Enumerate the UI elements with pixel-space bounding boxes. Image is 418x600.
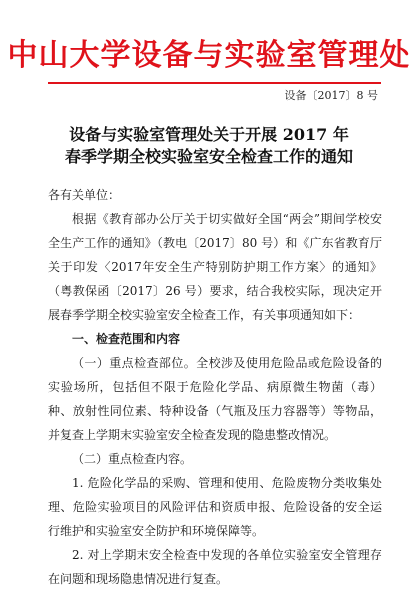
intro-paragraph: 根据《教育部办公厅关于切实做好全国“两会”期间学校安全生产工作的通知》（教电〔2017〕80 号）和《广东省教育厅关于印发〈2017年安全生产特别防护期工作方案〉的通知》（粤教保函〔2017〕26 号）要求，结合我校实际，现决定开展春季学期全校实验室安全检查工作，有关事项通知如下： [48,212,382,322]
red-divider-line [48,82,381,84]
organization-header: 中山大学设备与实验室管理处 [7,38,411,73]
item-2-1-paragraph: 1. 危险化学品的采购、管理和使用、危险废物分类收集处理、危险实验项目的风险评估和资质申报、危险设备的安全运行维护和实验室安全防护和环境保障等。 [48,476,382,538]
item-1-paragraph: （一）重点检查部位。全校涉及使用危险品或危险设备的实验场所，包括但不限于危险化学品、病原微生物菌（毒）种、放射性同位素、特种设备（气瓶及压力容器等）等物品，并复查上学期末实验室安全检查发现的隐患整改情况。 [48,356,382,442]
notice-body [48,183,382,591]
section-heading-1: 一、检查范围和内容 [72,332,181,346]
notice-title-line-1: 设备与实验室管理处关于开展 2017 年 [69,125,349,144]
salutation: 各有关单位： [48,188,121,202]
item-2-2-paragraph: 2. 对上学期末安全检查中发现的各单位实验室安全管理存在问题和现场隐患情况进行复查。 [48,548,382,586]
document-number: 设备〔2017〕8 号 [284,89,378,102]
notice-title-line-2: 春季学期全校实验室安全检查工作的通知 [64,147,353,166]
notice-title [0,124,418,168]
item-2-paragraph: （二）重点检查内容。 [72,452,193,466]
